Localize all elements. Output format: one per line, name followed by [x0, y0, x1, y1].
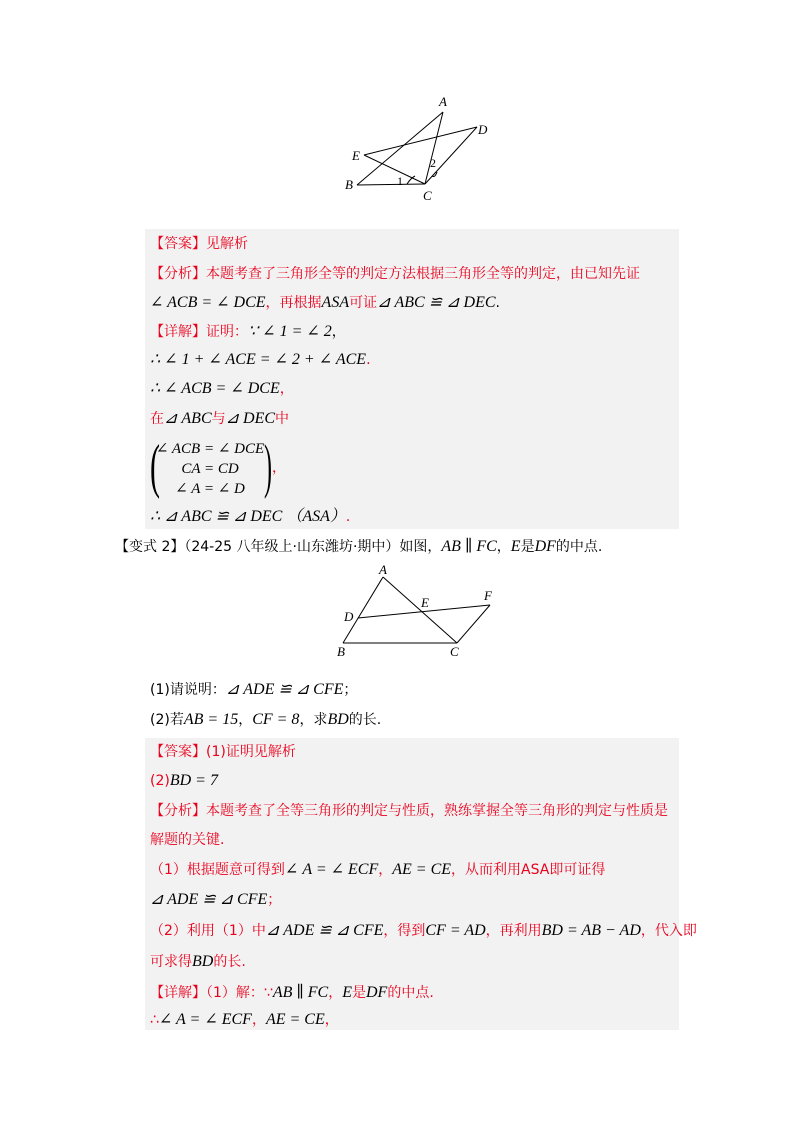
equation-system: ( ∠ ACB = ∠ DCE CA = CD ∠ A = ∠ D ) [150, 433, 272, 499]
fig1-label-d: D [478, 122, 488, 137]
analysis-line-1: 【分析】本题考查了三角形全等的判定方法根据三角形全等的判定，由已知先证 [150, 266, 640, 282]
fig2-label-b: B [337, 644, 345, 659]
answer-line-2: 【答案】(1)证明见解析 [150, 744, 296, 760]
answer-line-1: 【答案】见解析 [150, 236, 248, 252]
analysis-2-point-1: （1）根据题意可得到∠ A = ∠ ECF，AE = CE，从而利用ASA即可证得 [150, 861, 606, 878]
fig2-label-f: F [484, 588, 492, 603]
question-1: (1)请说明：⊿ ADE ≌ ⊿ CFE； [150, 681, 358, 698]
fig1-label-a: A [439, 94, 447, 109]
system-comma: ， [272, 460, 286, 476]
analysis-2-point-2: （2）利用（1）中⊿ ADE ≌ ⊿ CFE，得到CF = AD，再利用BD = AB − AD，代入即 [150, 922, 697, 939]
question-2: (2)若AB = 15，CF = 8，求BD的长. [150, 711, 382, 728]
conclusion-line: ∴ ⊿ ABC ≌ ⊿ DEC （ASA）. [150, 508, 351, 525]
figure-2 [330, 565, 505, 660]
fig2-label-d: D [344, 609, 354, 624]
step-line-3: 在⊿ ABC与⊿ DEC中 [150, 410, 290, 427]
analysis-2-line-2: 解题的关键. [150, 832, 225, 848]
fig2-label-a: A [379, 565, 387, 577]
analysis-2-point-1b: ⊿ ADE ≌ ⊿ CFE； [150, 891, 282, 908]
fig1-label-e: E [352, 148, 360, 163]
detail-2-line-1: 【详解】（1）解：∵AB ∥ FC，E是DF的中点. [150, 984, 434, 1001]
step-line-1: ∴ ∠ 1 + ∠ ACE = ∠ 2 + ∠ ACE. [150, 351, 371, 368]
fig2-label-c: C [450, 644, 459, 659]
fig1-label-c: C [423, 188, 432, 203]
fig1-label-2: 2 [430, 156, 436, 170]
analysis-2-line-1: 【分析】本题考查了全等三角形的判定与性质，熟练掌握全等三角形的判定与性质是 [150, 803, 668, 819]
detail-line-1: 【详解】证明：∵ ∠ 1 = ∠ 2， [150, 323, 346, 340]
answer-line-2b: (2)BD = 7 [150, 772, 218, 789]
fig1-label-b: B [345, 177, 353, 192]
detail-2-line-2: ∴∠ A = ∠ ECF，AE = CE， [150, 1011, 339, 1028]
fig1-label-1: 1 [397, 174, 403, 188]
analysis-2-point-2b: 可求得BD的长. [150, 953, 246, 970]
step-line-2: ∴ ∠ ACB = ∠ DCE， [150, 380, 294, 397]
analysis-line-2: ∠ ACB = ∠ DCE，再根据ASA可证⊿ ABC ≌ ⊿ DEC. [150, 294, 500, 311]
figure-1 [335, 92, 495, 204]
fig2-label-e: E [421, 595, 429, 610]
variant-2-title: 【变式 2】（24-25 八年级上·山东潍坊·期中）如图，AB ∥ FC，E是DF的中点. [115, 538, 603, 555]
